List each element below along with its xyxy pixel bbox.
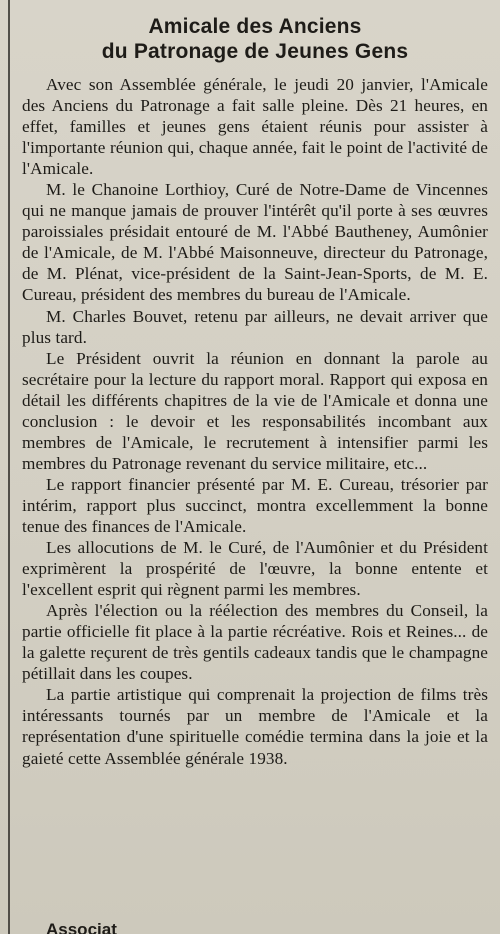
paragraph-presiding: M. le Chanoine Lorthioy, Curé de Notre-Dame de Vincennes qui ne manque jamais de prouver l'intérêt qu'il porte à ses œuvres paroissiales présidait entouré de M. l'Abbé Bautheney, Aumônier de l'Amicale, de M. l'Abbé Maisonneuve, directeur du Patronage, de M. Plénat, vice-président de la Saint-Jean-Sports, de M. E. Cureau, président des membres du bureau de l'Amicale. (22, 180, 488, 305)
column-rule (8, 0, 10, 934)
next-section-heading: Associat (46, 920, 117, 934)
paragraph-moral-report: Le Président ouvrit la réunion en donnant la parole au secrétaire pour la lecture du rapport moral. Rapport qui exposa en détail les différents chapitres de la vie de l'Amicale et donna une conclusion : le devoir et les responsabilités incombant aux membres de l'Amicale, le recrutement à intensifier parmi les membres du Patronage revenant du service militaire, etc... (22, 348, 488, 473)
paragraph-elections: Après l'élection ou la réélection des membres du Conseil, la partie officielle fit place à la partie récréative. Rois et Reines... de la galette reçurent de très gentils cadeaux tandis que le champagne pétillait dans les coupes. (22, 601, 488, 684)
paragraph-artistic: La partie artistique qui comprenait la projection de films très intéressants tournés par un membre de l'Amicale et la représentation d'une spirituelle comédie termina dans la joie et la gaieté cette Assemblée générale 1938. (22, 685, 488, 768)
article-title-line-2: du Patronage de Jeunes Gens (101, 40, 409, 63)
paragraph-bouvet: M. Charles Bouvet, retenu par ailleurs, ne devait arriver que plus tard. (22, 306, 488, 347)
article (22, 14, 488, 769)
paragraph-assembly-intro: Avec son Assemblée générale, le jeudi 20 janvier, l'Amicale des Anciens du Patronage a fait salle pleine. Dès 21 heures, en effet, familles et jeunes gens étaient réunis pour assister à l'importante réunion qui, chaque année, fait le point de l'activité de l'Amicale. (22, 75, 488, 179)
paragraph-speeches: Les allocutions de M. le Curé, de l'Aumônier et du Président exprimèrent la prospérité de l'œuvre, la bonne entente et l'excellent esprit qui règnent parmi les membres. (22, 538, 488, 600)
paragraph-financial-report: Le rapport financier présenté par M. E. Cureau, trésorier par intérim, rapport plus succinct, montra excellemment la bonne tenue des finances de l'Amicale. (22, 474, 488, 536)
article-title (22, 14, 488, 64)
article-title-line-1: Amicale des Anciens (148, 15, 362, 38)
